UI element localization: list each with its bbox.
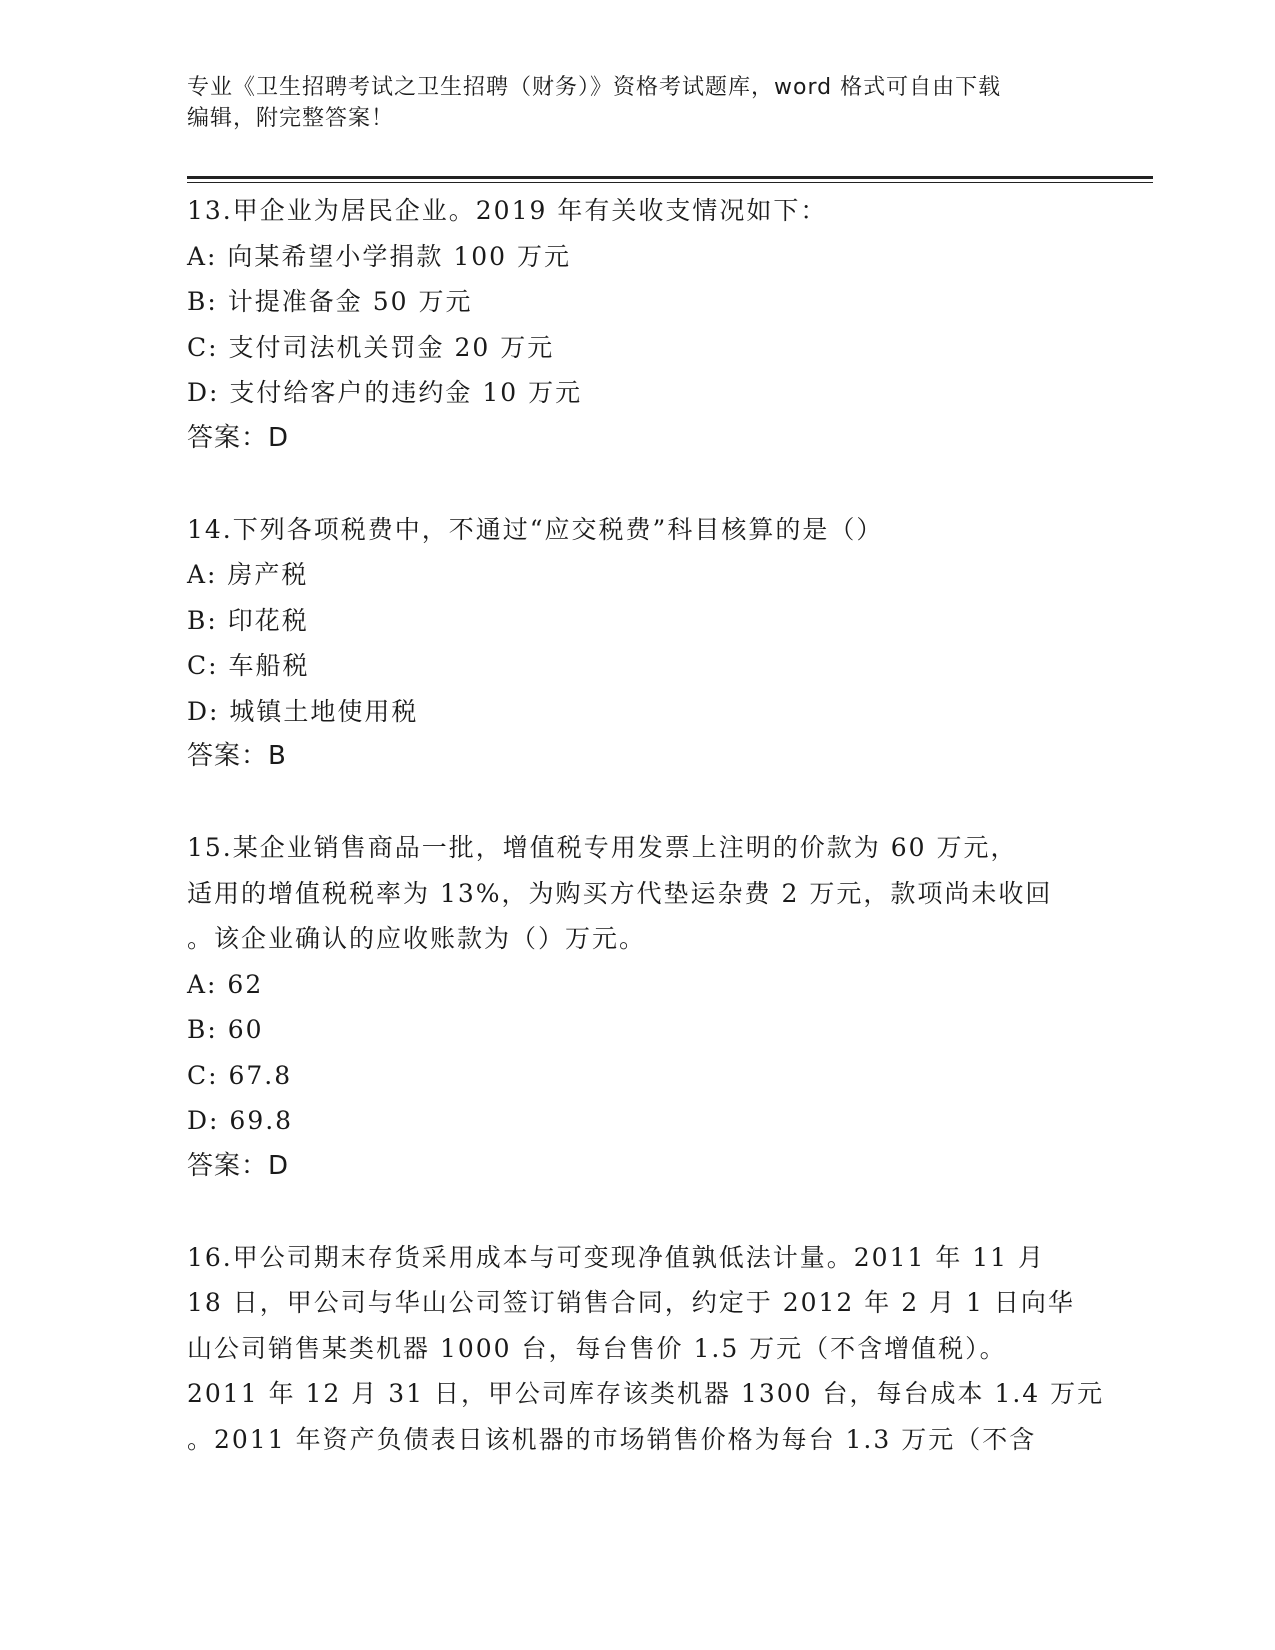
question-list bbox=[187, 188, 1105, 1462]
question-stem: 13.甲企业为居民企业。2019 年有关收支情况如下： bbox=[187, 196, 828, 225]
question-stem: 2011 年 12 月 31 日，甲公司库存该类机器 1300 台，每台成本 1.4 万元 bbox=[187, 1379, 1105, 1408]
question-stem: 15.某企业销售商品一批，增值税专用发票上注明的价款为 60 万元， bbox=[187, 833, 1018, 862]
header-line: 专业《卫生招聘考试之卫生招聘（财务）》资格考试题库，word 格式可自由下载 bbox=[187, 75, 1002, 100]
option-b: B: 60 bbox=[187, 1015, 264, 1044]
spacer bbox=[187, 1189, 1087, 1235]
answer: 答案：D bbox=[187, 1150, 290, 1181]
spacer bbox=[187, 780, 1087, 826]
option-b: B: 计提准备金 50 万元 bbox=[187, 287, 473, 316]
option-a: A: 房产税 bbox=[187, 560, 309, 589]
question-stem: 。该企业确认的应收账款为（）万元。 bbox=[187, 924, 647, 953]
question-stem: 16.甲公司期末存货采用成本与可变现净值孰低法计量。2011 年 11 月 bbox=[187, 1242, 1046, 1272]
document-header bbox=[187, 72, 1087, 134]
question-13 bbox=[187, 188, 1087, 461]
question-stem: 14.下列各项税费中，不通过“应交税费”科目核算的是（） bbox=[187, 514, 884, 544]
option-d: D: 69.8 bbox=[187, 1106, 294, 1135]
header-rule-thin bbox=[187, 182, 1153, 183]
question-16 bbox=[187, 1235, 1105, 1463]
option-c: C: 车船税 bbox=[187, 651, 310, 680]
option-a: A: 62 bbox=[187, 969, 264, 999]
spacer bbox=[187, 461, 1087, 507]
option-b: B: 印花税 bbox=[187, 605, 309, 635]
option-c: C: 支付司法机关罚金 20 万元 bbox=[187, 332, 555, 362]
question-14 bbox=[187, 507, 1087, 780]
answer: 答案：B bbox=[187, 741, 287, 771]
header-rule-thick bbox=[187, 176, 1153, 179]
option-c: C: 67.8 bbox=[187, 1060, 293, 1090]
question-stem: 。2011 年资产负债表日该机器的市场销售价格为每台 1.3 万元（不含 bbox=[187, 1424, 1037, 1454]
question-stem: 18 日，甲公司与华山公司签订销售合同，约定于 2012 年 2 月 1 日向华 bbox=[187, 1288, 1075, 1317]
header-line: 编辑，附完整答案！ bbox=[187, 106, 395, 131]
question-stem: 适用的增值税税率为 13%，为购买方代垫运杂费 2 万元，款项尚未收回 bbox=[187, 878, 1053, 908]
question-stem: 山公司销售某类机器 1000 台，每台售价 1.5 万元（不含增值税）。 bbox=[187, 1333, 1007, 1363]
answer: 答案：D bbox=[187, 422, 290, 453]
question-15 bbox=[187, 825, 1087, 1189]
option-a: A: 向某希望小学捐款 100 万元 bbox=[187, 241, 572, 271]
option-d: D: 支付给客户的违约金 10 万元 bbox=[187, 378, 583, 407]
option-d: D: 城镇土地使用税 bbox=[187, 696, 419, 726]
